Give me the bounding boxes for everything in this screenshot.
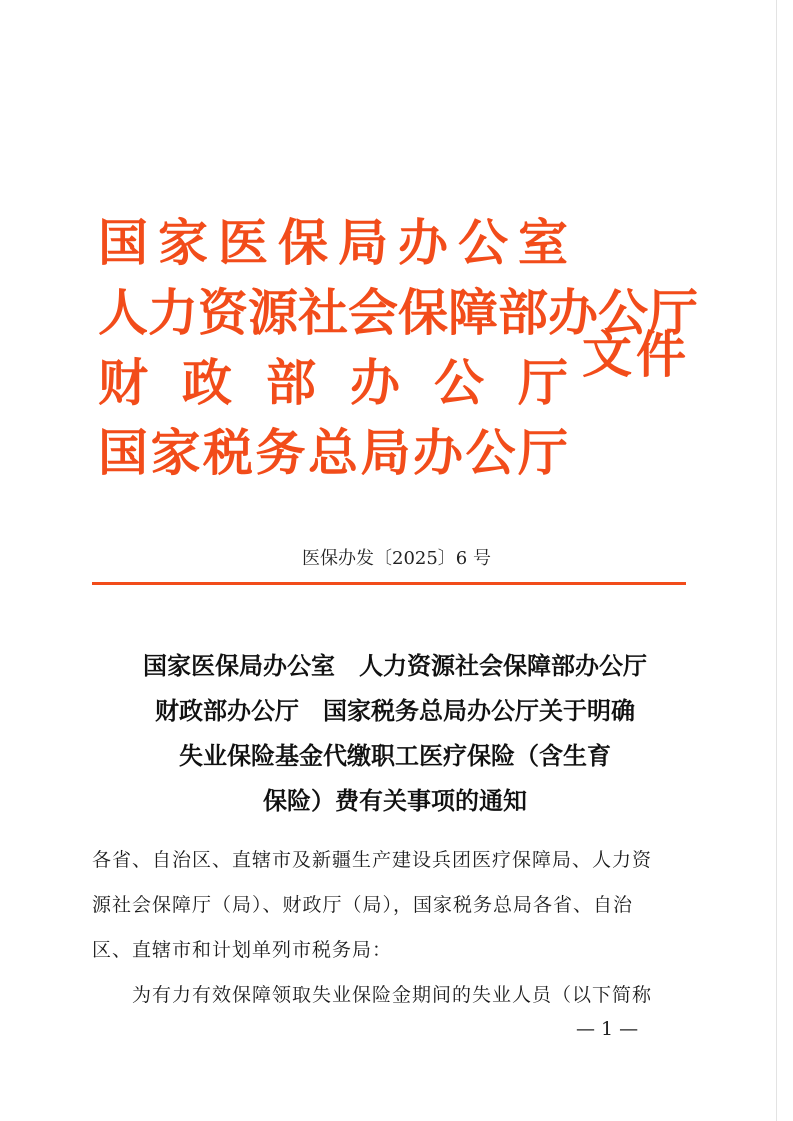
issuer-char: 税	[203, 423, 253, 482]
issuer-char: 办	[413, 423, 463, 482]
issuer-line-3	[98, 348, 568, 418]
issuer-line-1	[98, 208, 568, 278]
issuer-char: 医	[218, 213, 268, 272]
document-number: 医保办发〔2025〕6 号	[302, 548, 491, 569]
issuer-char: 务	[255, 423, 306, 482]
issuer-char: 办	[350, 353, 400, 412]
issuer-char: 人	[98, 283, 148, 342]
recipients-line: 区、直辖市和计划单列市税务局：	[92, 939, 393, 961]
issuer-char: 办	[398, 213, 448, 272]
document-body	[92, 838, 692, 1018]
paragraph-line: 为有力有效保障领取失业保险金期间的失业人员（以下简称	[132, 984, 653, 1006]
issuer-char: 障	[448, 283, 498, 342]
issuer-char: 公	[434, 353, 484, 412]
issuer-line-2	[98, 278, 698, 348]
issuer-line-4	[98, 418, 568, 488]
page-number: — 1 —	[576, 1018, 639, 1040]
issuer-char: 会	[348, 283, 398, 342]
title-line: 保险）费有关事项的通知	[263, 787, 527, 815]
issuer-char: 总	[308, 423, 358, 482]
issuer-char: 家	[150, 423, 201, 482]
issuer-char: 厅	[648, 283, 698, 342]
recipients-line: 源社会保障厅（局）、财政厅（局），国家税务总局各省、自治	[92, 894, 634, 916]
issuer-char: 保	[398, 283, 448, 342]
issuer-char: 室	[518, 213, 568, 272]
issuer-char: 资	[198, 283, 248, 342]
title-line: 国家医保局办公室 人力资源社会保障部办公厅	[143, 652, 647, 680]
issuer-char: 力	[148, 283, 198, 342]
issuer-char: 家	[158, 213, 208, 272]
issuer-char: 公	[465, 423, 516, 482]
issuer-char: 国	[98, 213, 148, 272]
issuer-char: 部	[266, 353, 316, 412]
document-type-label: 文件	[582, 325, 690, 384]
issuer-char: 厅	[518, 353, 568, 412]
issuer-char: 部	[498, 283, 548, 342]
issuer-char: 办	[548, 283, 598, 342]
issuer-char: 国	[98, 423, 148, 482]
issuer-char: 厅	[518, 423, 568, 482]
issuer-char: 政	[182, 353, 232, 412]
recipients-line: 各省、自治区、直辖市及新疆生产建设兵团医疗保障局、人力资	[92, 849, 653, 871]
issuer-char: 公	[458, 213, 508, 272]
issuer-char: 保	[278, 213, 328, 272]
issuer-char: 源	[248, 283, 298, 342]
title-line: 财政部办公厅 国家税务总局办公厅关于明确	[155, 697, 635, 725]
red-divider-line	[92, 582, 686, 585]
issuer-char: 局	[360, 423, 411, 482]
document-title	[80, 644, 710, 824]
issuer-char: 局	[338, 213, 388, 272]
issuer-char: 公	[598, 283, 648, 342]
issuer-char: 社	[298, 283, 348, 342]
title-line: 失业保险基金代缴职工医疗保险（含生育	[179, 742, 611, 770]
issuer-char: 财	[98, 353, 148, 412]
